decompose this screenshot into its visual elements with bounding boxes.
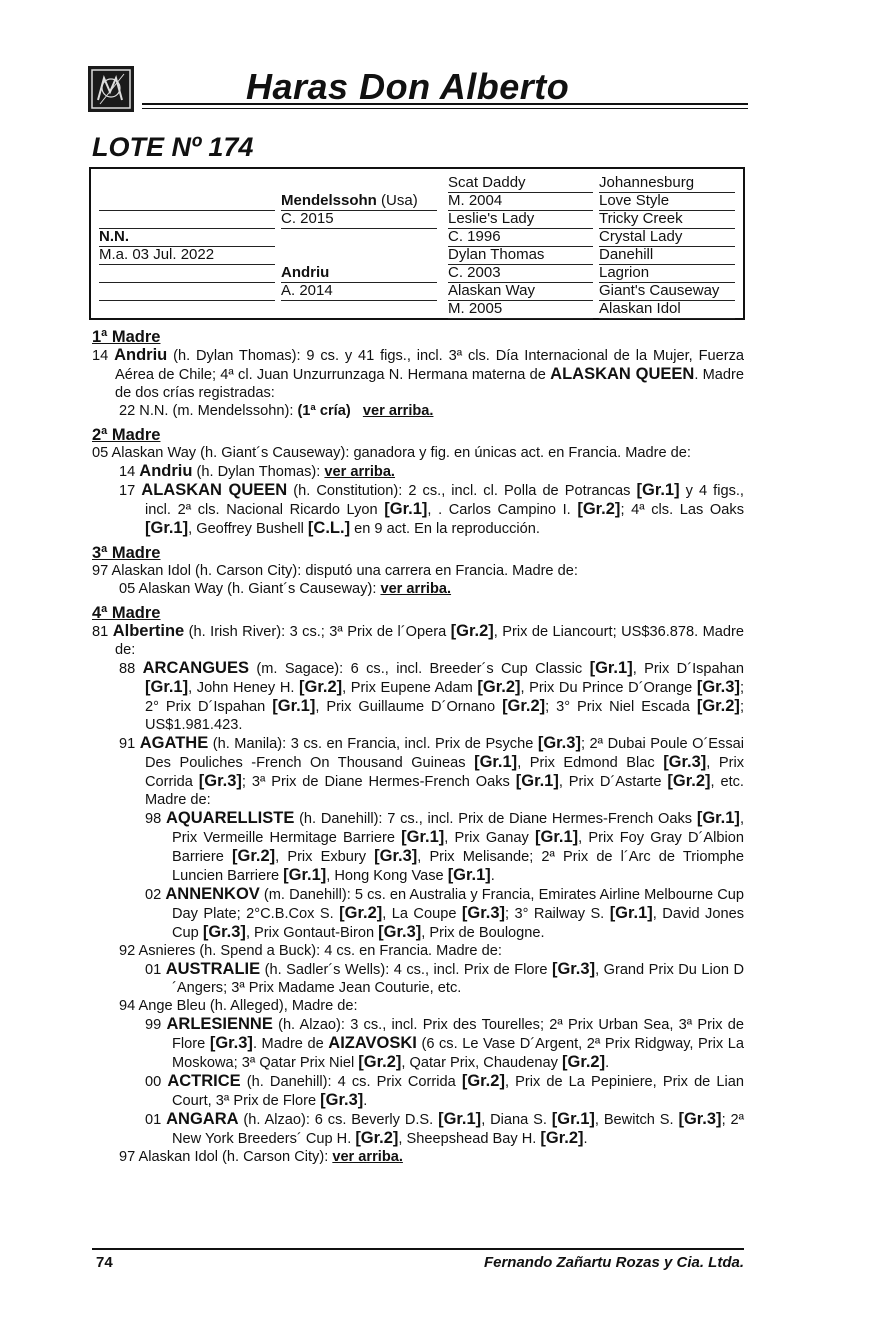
dam-sire-info: C. 2003 bbox=[448, 264, 593, 283]
dam: Andriu bbox=[281, 264, 437, 283]
entry-alaskan-way: 05 Alaskan Way (h. Giant´s Causeway): ganadora y fig. en únicas act. en Francia. Madre de: bbox=[92, 445, 691, 461]
sire-dam: Leslie's Lady bbox=[448, 210, 593, 229]
entry-alaskan-idol: 97 Alaskan Idol (h. Carson City): disputó una carrera en Francia. Madre de: bbox=[92, 563, 578, 579]
section-first-dam: 1ª Madre bbox=[92, 328, 161, 346]
dd-sire: Giant's Causeway bbox=[599, 282, 735, 301]
page-header bbox=[88, 66, 748, 112]
dam-sire: Dylan Thomas bbox=[448, 246, 593, 265]
entry-alaskan-way-2: 05 Alaskan Way (h. Giant´s Causeway): ver arriba. bbox=[119, 581, 452, 597]
entry-agathe: 91 AGATHE (h. Manila): 3 cs. en Francia, incl. Prix de Psyche [Gr.3]; 2ª Dubai Poule O´Essai Des Pouliches -French On Thousand Guineas [Gr.1], Prix Edmond Blac [Gr.3], Prix Corrida [Gr.3]; 3ª Prix de Diane Hermes-French Oaks [Gr.1], Prix D´Astarte [Gr.2], etc. Madre de: bbox=[119, 734, 744, 808]
entry-alaskan-queen: 17 ALASKAN QUEEN (h. Constitution): 2 cs., incl. cl. Polla de Potrancas [Gr.1] y 4 figs., incl. 2ª cls. Nacional Ricardo Lyon [Gr.1], . Carlos Campino I. [Gr.2]; 4ª cls. Las Oaks [Gr.1], Geoffrey Bushell [C.L.] en 9 act. En la reproducción. bbox=[119, 481, 744, 537]
horse-name: N.N. bbox=[99, 228, 275, 247]
dd-dam: Alaskan Idol bbox=[599, 300, 735, 319]
entry-arcangues: 88 ARCANGUES (m. Sagace): 6 cs., incl. Breeder´s Cup Classic [Gr.1], Prix D´Ispahan [Gr.1], John Heney H. [Gr.2], Prix Eupene Adam [Gr.2], Prix Du Prince D´Orange [Gr.3]; 2° Prix D´Ispahan [Gr.1], Prix Guillaume D´Ornano [Gr.2]; 3° Prix Niel Escada [Gr.2]; US$1.981.423. bbox=[119, 659, 745, 733]
pedigree-table bbox=[89, 167, 745, 320]
entry-andriu-2: 14 Andriu (h. Dylan Thomas): ver arriba. bbox=[119, 462, 395, 480]
horse-birth: M.a. 03 Jul. 2022 bbox=[99, 246, 275, 265]
section-second-dam: 2ª Madre bbox=[92, 426, 161, 444]
ver-arriba-link[interactable]: ver arriba. bbox=[380, 581, 452, 597]
ss-dam: Love Style bbox=[599, 192, 735, 211]
sire-dam-info: C. 1996 bbox=[448, 228, 593, 247]
sire: Mendelssohn (Usa) bbox=[281, 192, 437, 211]
page-footer bbox=[92, 1248, 744, 1271]
entry-aquarelliste: 98 AQUARELLISTE (h. Danehill): 7 cs., incl. Prix de Diane Hermes-French Oaks [Gr.1], Prix Vermeille Hermitage Barriere [Gr.1], Prix Ganay [Gr.1], Prix Foy Gray D´Albion Barriere [Gr.2], Prix Exbury [Gr.3], Prix Melisande; 2ª Prix de l´Arc de Triomphe Luncien Barriere [Gr.1], Hong Kong Vase [Gr.1]. bbox=[145, 809, 744, 884]
entry-asnieres: 92 Asnieres (h. Spend a Buck): 4 cs. en Francia. Madre de: bbox=[119, 943, 502, 959]
ver-arriba-link[interactable]: ver arriba. bbox=[362, 403, 434, 419]
header-rule-thin bbox=[142, 108, 748, 109]
entry-annenkov: 02 ANNENKOV (m. Danehill): 5 cs. en Australia y Francia, Emirates Airline Melbourne Cup Day Plate; 2°C.B.Cox S. [Gr.2], La Coupe [Gr.3]; 3° Railway S. [Gr.1], David Jones Cup [Gr.3], Prix Gontaut-Biron [Gr.3], Prix de Boulogne. bbox=[145, 885, 744, 941]
entry-arlesienne: 99 ARLESIENNE (h. Alzao): 3 cs., incl. Prix des Tourelles; 2ª Prix Urban Sea, 3ª Prix de Flore [Gr.3]. Madre de AIZAVOSKI (6 cs. Le Vase D´Argent, 2ª Prix Ridgway, Prix La Moskowa; 3ª Qatar Prix Niel [Gr.2], Qatar Prix, Chaudenay [Gr.2]. bbox=[145, 1015, 744, 1071]
section-third-dam: 3ª Madre bbox=[92, 544, 161, 562]
header-title: Haras Don Alberto bbox=[246, 66, 570, 107]
entry-nn-2022: 22 N.N. (m. Mendelssohn): (1ª cría) ver arriba. bbox=[119, 403, 434, 419]
ver-arriba-link[interactable]: ver arriba. bbox=[332, 1149, 403, 1165]
ds-dam: Lagrion bbox=[599, 264, 735, 283]
sire-sire-info: M. 2004 bbox=[448, 192, 593, 211]
entry-albertine: 81 Albertine (h. Irish River): 3 cs.; 3ª Prix de l´Opera [Gr.2], Prix de Liancourt; US$36.878. Madre de: bbox=[92, 622, 744, 658]
produce-record bbox=[92, 328, 744, 1166]
ss-sire: Johannesburg bbox=[599, 174, 735, 193]
ds-sire: Danehill bbox=[599, 246, 735, 265]
sd-dam: Crystal Lady bbox=[599, 228, 735, 247]
sd-sire: Tricky Creek bbox=[599, 210, 735, 229]
dam-info: A. 2014 bbox=[281, 282, 437, 301]
ver-arriba-link[interactable]: ver arriba. bbox=[324, 464, 395, 480]
lot-number: LOTE Nº 174 bbox=[92, 132, 254, 162]
entry-alaskan-idol-2: 97 Alaskan Idol (h. Carson City): ver arriba. bbox=[119, 1149, 403, 1165]
entry-actrice: 00 ACTRICE (h. Danehill): 4 cs. Prix Corrida [Gr.2], Prix de La Pepiniere, Prix de Lian Court, 3ª Prix de Flore [Gr.3]. bbox=[145, 1072, 744, 1109]
entry-ange-bleu: 94 Ange Bleu (h. Alleged), Madre de: bbox=[119, 998, 358, 1014]
sire-sire: Scat Daddy bbox=[448, 174, 593, 193]
entry-angara: 01 ANGARA (h. Alzao): 6 cs. Beverly D.S. [Gr.1], Diana S. [Gr.1], Bewitch S. [Gr.3]; 2ª New York Breeders´ Cup H. [Gr.2], Sheepshead Bay H. [Gr.2]. bbox=[145, 1110, 745, 1147]
entry-andriu: 14 Andriu (h. Dylan Thomas): 9 cs. y 41 figs., incl. 3ª cls. Día Internacional de la Mujer, Fuerza Aérea de Chile; 4ª cl. Juan Unzurrunzaga N. Hermana materna de ALASKAN QUEEN. Madre de dos crías registradas: bbox=[92, 346, 744, 401]
page-number: 74 bbox=[96, 1254, 113, 1271]
entry-australie: 01 AUSTRALIE (h. Sadler´s Wells): 4 cs., incl. Prix de Flore [Gr.3], Grand Prix Du Lion D´Angers; 3ª Prix Madame Jean Couturie, etc. bbox=[145, 960, 744, 996]
dam-dam: Alaskan Way bbox=[448, 282, 593, 301]
haras-logo-icon bbox=[88, 66, 134, 112]
sire-info: C. 2015 bbox=[281, 210, 437, 229]
section-fourth-dam: 4ª Madre bbox=[92, 604, 161, 622]
dam-dam-info: M. 2005 bbox=[448, 300, 593, 319]
company-name: Fernando Zañartu Rozas y Cia. Ltda. bbox=[483, 1254, 744, 1271]
